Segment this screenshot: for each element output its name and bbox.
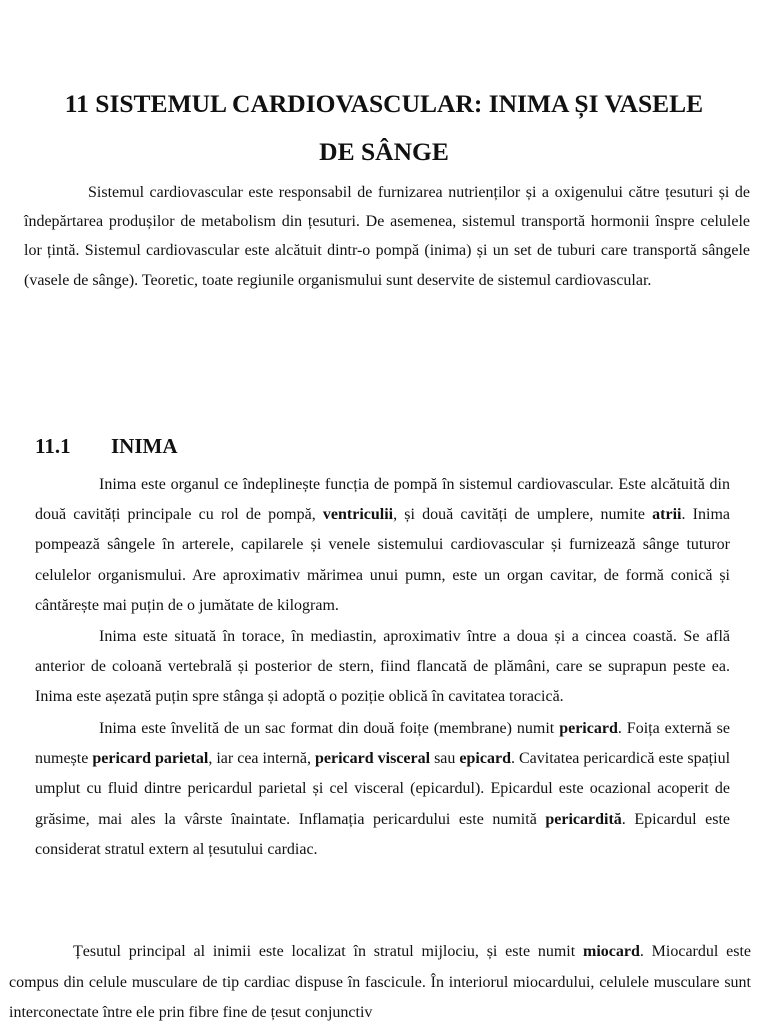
term-atrii: atrii <box>652 506 682 524</box>
text-run: . Foița externă se numește <box>35 720 730 768</box>
section-number: 11.1 <box>35 434 71 458</box>
term-miocard: miocard <box>583 943 640 960</box>
term-pericard-visceral: pericard visceral <box>314 750 431 768</box>
text-run: sau <box>430 750 460 768</box>
term-pericard: pericard <box>559 720 618 737</box>
text-run: . Cavitatea pericardică este spațiul umplut cu fluid dintre pericardul parietal și cel visceral (epicardul). Epicardul este ocazional acoperit de grăsime, mai ales la vârste înaintate. Inflamația pericardului este numită <box>35 750 731 828</box>
term-pericard-parietal: pericard parietal <box>92 750 209 768</box>
intro-paragraph: Sistemul cardiovascular este responsabil de furnizarea nutrienților și a oxigenului către țesuturi și de îndepărtarea produșilor de metabolism din țesuturi. De asemenea, sistemul transportă hormonii înspre celulele lor țintă. Sistemul cardiovascular este alcătuit dintr-o pompă (inima) și un set de tuburi care transportă sângele (vasele de sânge). Teoretic, toate regiunile organismului sunt deservite de sistemul cardiovascular. <box>24 184 750 289</box>
term-epicard: epicard <box>459 750 511 768</box>
paragraph-heart-location: Inima este situată în torace, în mediastin, aproximativ între a doua și a cincea coastă. Se află anterior de coloană vertebrală și posterior de stern, fiind flancată de plămâni, care se suprapun peste ea. Inima este așezată puțin spre stânga și adoptă o poziție oblică în cavitatea toracică. <box>35 628 730 706</box>
text-run: Țesutul principal al inimii este localizat în stratul mijlociu, și este numit <box>73 943 583 960</box>
paragraph-heart-chambers <box>35 470 730 621</box>
chapter-title-line-1: 11 SISTEMUL CARDIOVASCULAR: INIMA ȘI VASELE <box>64 89 704 118</box>
chapter-title <box>20 80 748 176</box>
section-heading <box>35 429 178 463</box>
text-run: , și două cavități de umplere, numite <box>393 506 653 524</box>
text-run: . Inima pompează sângele în arterele, capilarele și venele sistemului cardiovascular și furnizează sânge tuturor celulelor organismului. Are aproximativ mărimea unui pumn, este un organ cavitar, de formă conică și cântărește mai puțin de o jumătate de kilogram. <box>35 506 730 614</box>
chapter-title-line-2: DE SÂNGE <box>319 137 449 166</box>
text-run: , iar cea internă, <box>208 750 315 768</box>
paragraph-miocard <box>9 937 751 1029</box>
text-run: Inima este organul ce îndeplinește funcția de pompă în sistemul cardiovascular. Este alcătuită din două cavități principale cu rol de pompă, <box>35 476 730 524</box>
paragraph-pericard <box>35 714 730 865</box>
term-pericardita: pericardită <box>545 810 622 828</box>
text-run: Inima este învelită de un sac format din două foițe (membrane) numit <box>99 720 560 737</box>
text-run: . Epicardul este considerat stratul extern al țesutului cardiac. <box>35 810 730 858</box>
section-title: INIMA <box>111 434 178 458</box>
text-run: . Miocardul este compus din celule musculare de tip cardiac dispuse în fascicule. În interiorul miocardului, celulele musculare sunt interconectate între ele prin fibre fine de țesut conjunctiv <box>9 943 752 1021</box>
term-ventriculii: ventriculii <box>322 506 394 524</box>
